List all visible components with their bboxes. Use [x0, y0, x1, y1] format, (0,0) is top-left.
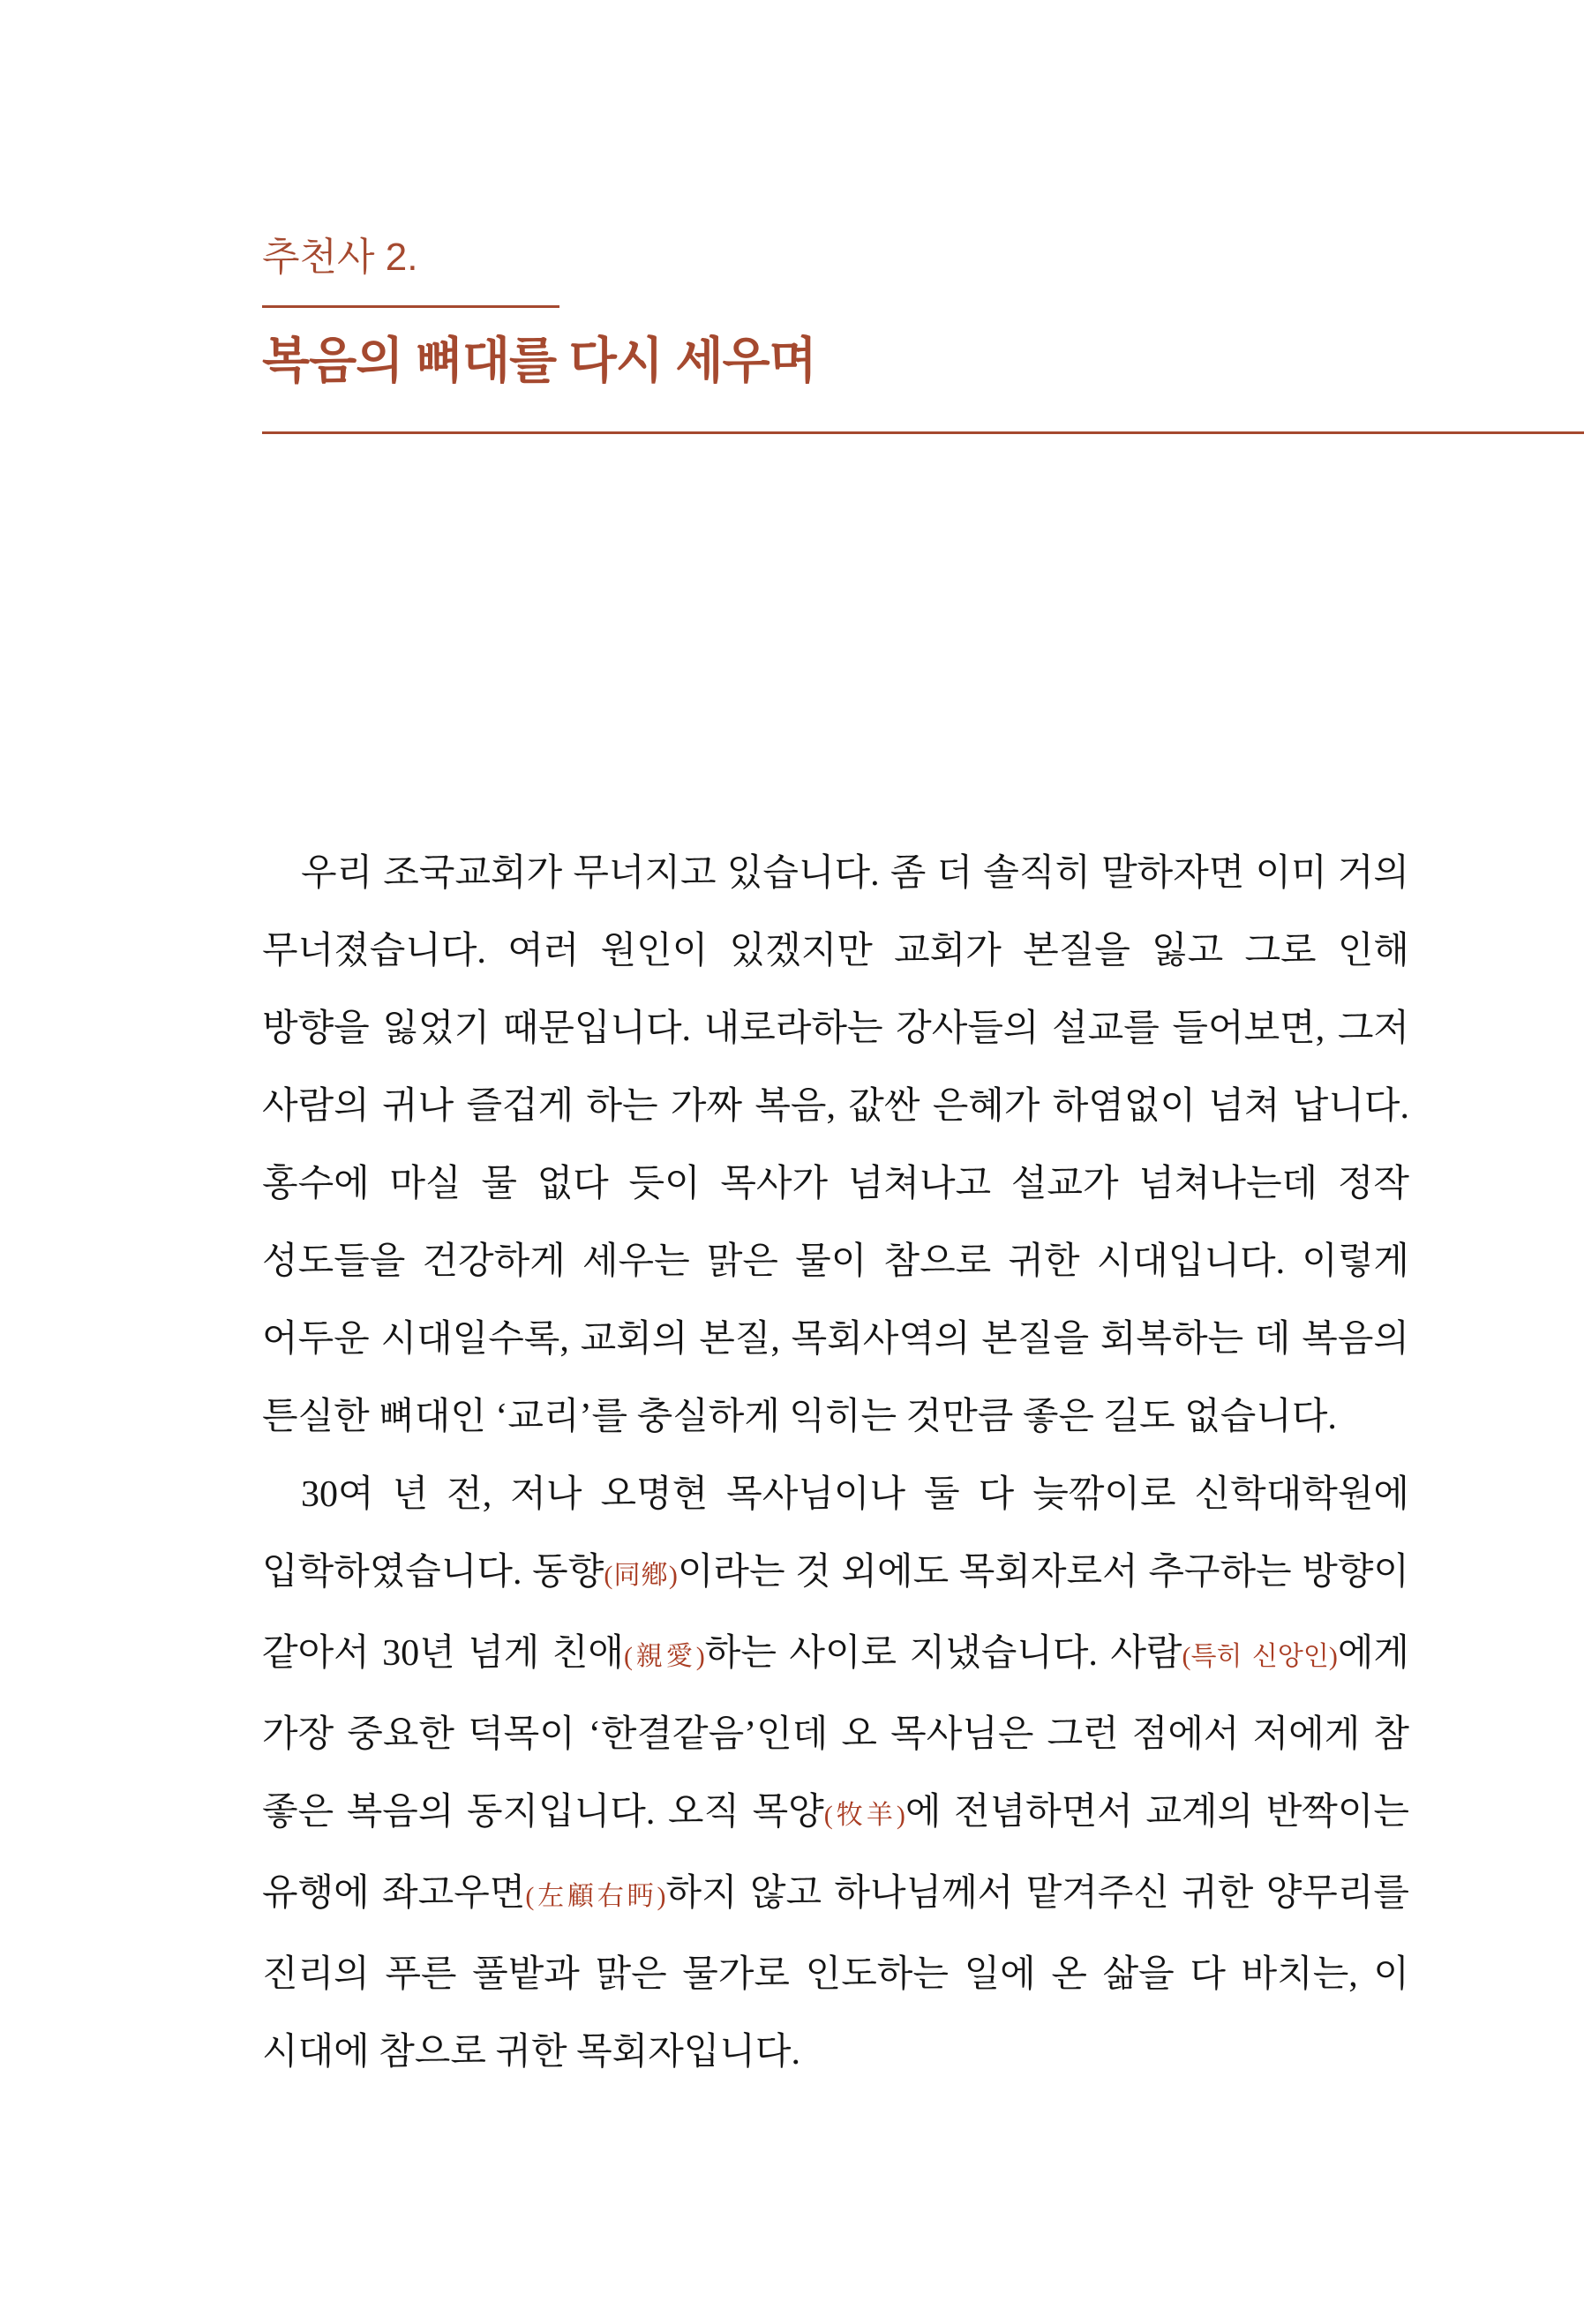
title-rule: [262, 431, 1584, 434]
hanja-annotation: (牧羊): [823, 1801, 905, 1830]
text-run: 우리 조국교회가 무너지고 있습니다. 좀 더 솔직히 말하자면 이미 거의 무너졌습니다. 여러 원인이 있겠지만 교회가 본질을 잃고 그로 인해 방향을 잃었기 때문입니다. 내로라하는 강사들의 설교를 들어보면, 그저 사람의 귀나 즐겁게 하는 가짜 복음, 값싼 은혜가 하염없이 넘쳐 납니다. 홍수에 마실 물 없다 듯이 목사가 넘쳐나고 설교가 넘쳐나는데 정작 성도들을 건강하게 세우는 맑은 물이 참으로 귀한 시대입니다. 이렇게 어두운 시대일수록, 교회의 본질, 목회사역의 본질을 회복하는 데 복음의 튼실한 뼈대인 ‘교리’를 충실하게 익히는 것만큼 좋은 길도 없습니다.: [262, 853, 1409, 1437]
kicker-rule: [262, 305, 559, 308]
page-title: 복음의 뼈대를 다시 세우며: [262, 333, 816, 388]
hanja-annotation: (左顧右眄): [525, 1882, 666, 1911]
body-text: [262, 835, 1409, 2091]
text-run: 이라는 것 외에도 목회자로서 추구하는 방향이 같아서 30년 넘게 친애: [262, 1552, 1410, 1674]
text-run: 에 전념하면서 교계의 반짝이는 유행에 좌고우면: [262, 1792, 1409, 1914]
hanja-annotation: (특히 신앙인): [1182, 1642, 1338, 1671]
section-kicker: 추천사 2.: [262, 236, 418, 279]
text-run: 하는 사이로 지냈습니다. 사람: [704, 1633, 1182, 1674]
text-run: 에게 가장 중요한 덕목이 ‘한결같음’인데 오 목사님은 그런 점에서 저에게 참 좋은 복음의 동지입니다. 오직 목양: [262, 1633, 1410, 1833]
hanja-annotation: (同鄕): [604, 1561, 678, 1590]
text-run: 하지 않고 하나님께서 맡겨주신 귀한 양무리를 진리의 푸른 풀밭과 맑은 물가로 인도하는 일에 온 삶을 다 바치는, 이 시대에 참으로 귀한 목회자입니다.: [262, 1873, 1410, 2073]
hanja-annotation: (親愛): [623, 1642, 705, 1671]
paragraph: [262, 1456, 1409, 2091]
text-run: 30여 년 전, 저나 오명현 목사님이나 둘 다 늦깎이로 신학대학원에 입학하였습니다. 동향: [262, 1474, 1409, 1593]
paragraph: [262, 835, 1409, 1456]
